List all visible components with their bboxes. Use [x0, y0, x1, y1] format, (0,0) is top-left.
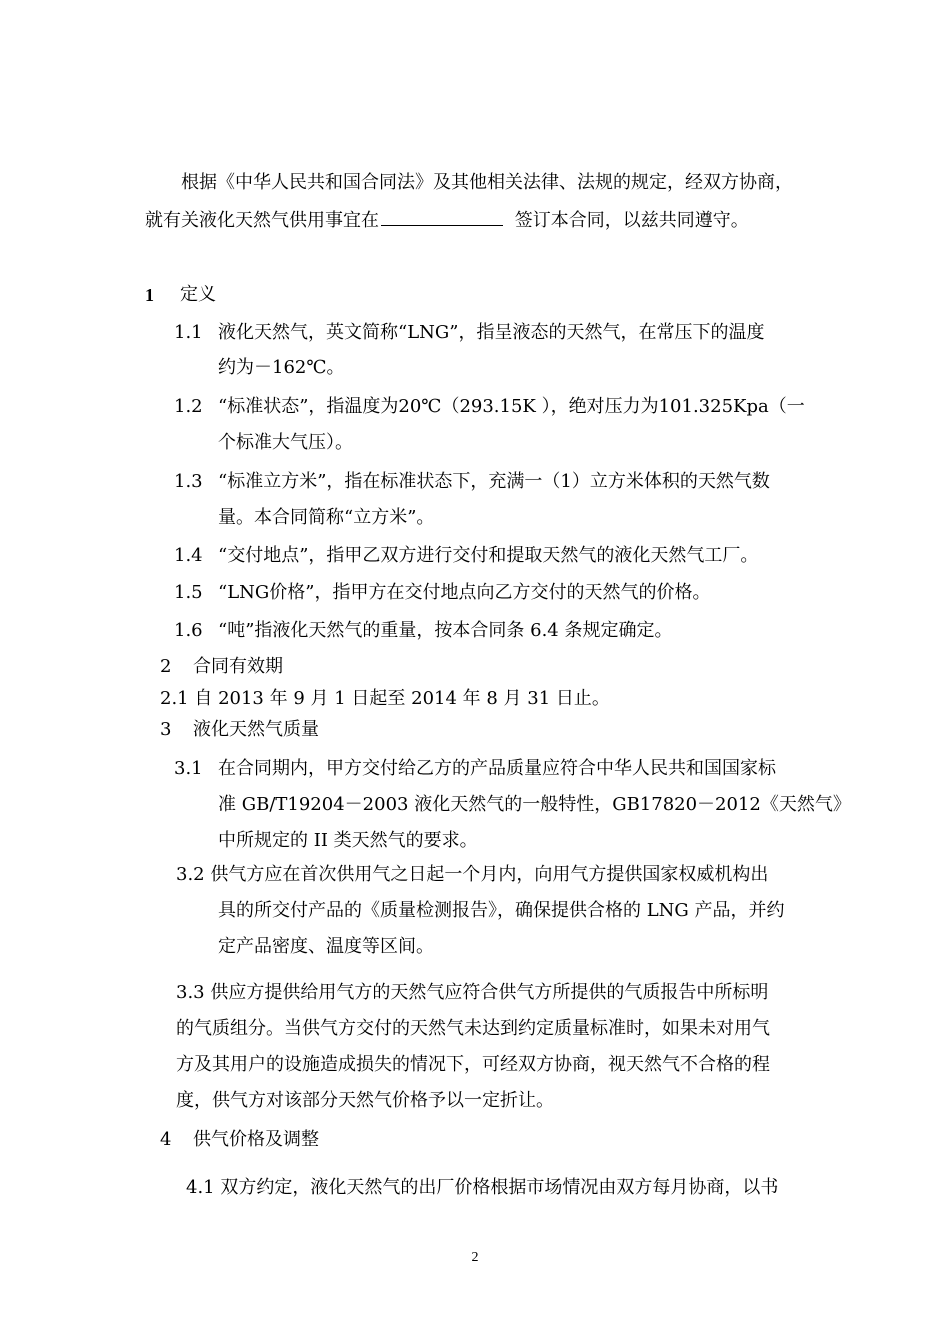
item-1-1-number: 1.1	[174, 322, 203, 343]
item-1-3-line-1: “标准立方米”，指在标准状态下，充满一（1）立方米体积的天然气数	[218, 471, 770, 492]
item-1-5-line-1: “LNG价格”，指甲方在交付地点向乙方交付的天然气的价格。	[218, 582, 711, 603]
page-number: 2	[471, 1250, 479, 1265]
item-3-3-line-2: 的气质组分。当供气方交付的天然气未达到约定质量标准时，如果未对用气	[176, 1018, 770, 1039]
item-1-1-line-2: 约为－162℃。	[218, 357, 345, 378]
section-3-title: 液化天然气质量	[193, 719, 319, 740]
item-3-1-line-3: 中所规定的 II 类天然气的要求。	[218, 830, 478, 851]
section-4-title: 供气价格及调整	[193, 1129, 319, 1150]
item-1-4-number: 1.4	[174, 545, 203, 566]
section-2-number: 2	[160, 656, 172, 677]
item-1-3-line-2: 量。本合同简称“立方米”。	[218, 507, 435, 528]
item-3-1-line-1: 在合同期内，甲方交付给乙方的产品质量应符合中华人民共和国国家标	[218, 758, 776, 779]
item-3-1-number: 3.1	[174, 758, 203, 779]
intro-line-1: 根据《中华人民共和国合同法》及其他相关法律、法规的规定，经双方协商，	[181, 172, 793, 193]
item-1-1-line-1: 液化天然气，英文简称“LNG”，指呈液态的天然气，在常压下的温度	[218, 322, 765, 343]
section-1-title: 定义	[180, 284, 216, 305]
item-1-6-line-1: “吨”指液化天然气的重量，按本合同条 6.4 条规定确定。	[218, 620, 673, 641]
intro-line-2-end: 签订本合同，以兹共同遵守。	[509, 210, 749, 231]
section-2-title: 合同有效期	[193, 656, 283, 677]
item-3-2-line-1: 3.2 供气方应在首次供用气之日起一个月内，向用气方提供国家权威机构出	[176, 864, 769, 885]
item-1-2-line-2: 个标准大气压）。	[218, 432, 353, 453]
item-3-2-line-3: 定产品密度、温度等区间。	[218, 936, 434, 957]
item-3-1-line-2: 准 GB/T19204－2003 液化天然气的一般特性，GB17820－2012《天然气》	[218, 794, 851, 815]
item-1-5-number: 1.5	[174, 582, 203, 603]
item-1-3-number: 1.3	[174, 471, 203, 492]
section-4-number: 4	[160, 1129, 172, 1150]
item-3-3-line-4: 度，供气方对该部分天然气价格予以一定折让。	[176, 1090, 554, 1111]
item-1-6-number: 1.6	[174, 620, 203, 641]
item-1-2-number: 1.2	[174, 396, 203, 417]
item-3-3-line-1: 3.3 供应方提供给用气方的天然气应符合供气方所提供的气质报告中所标明	[176, 982, 769, 1003]
section-1-number: 1	[145, 285, 154, 305]
item-4-1-line-1: 4.1 双方约定，液化天然气的出厂价格根据市场情况由双方每月协商，以书	[186, 1177, 779, 1198]
item-3-3-line-3: 方及其用户的设施造成损失的情况下，可经双方协商，视天然气不合格的程	[176, 1054, 770, 1075]
signing-place-blank[interactable]	[381, 207, 503, 226]
section-3-number: 3	[160, 719, 172, 740]
item-1-2-line-1: “标准状态”，指温度为20℃（293.15K ），绝对压力为101.325Kpa（一	[218, 396, 805, 417]
item-1-4-line-1: “交付地点”，指甲乙双方进行交付和提取天然气的液化天然气工厂。	[218, 545, 759, 566]
intro-line-2	[145, 207, 749, 233]
intro-line-2-start: 就有关液化天然气供用事宜在	[145, 210, 379, 231]
item-3-2-line-2: 具的所交付产品的《质量检测报告》，确保提供合格的 LNG 产品，并约	[218, 900, 785, 921]
item-2-1: 2.1 自 2013 年 9 月 1 日起至 2014 年 8 月 31 日止。	[160, 688, 610, 709]
